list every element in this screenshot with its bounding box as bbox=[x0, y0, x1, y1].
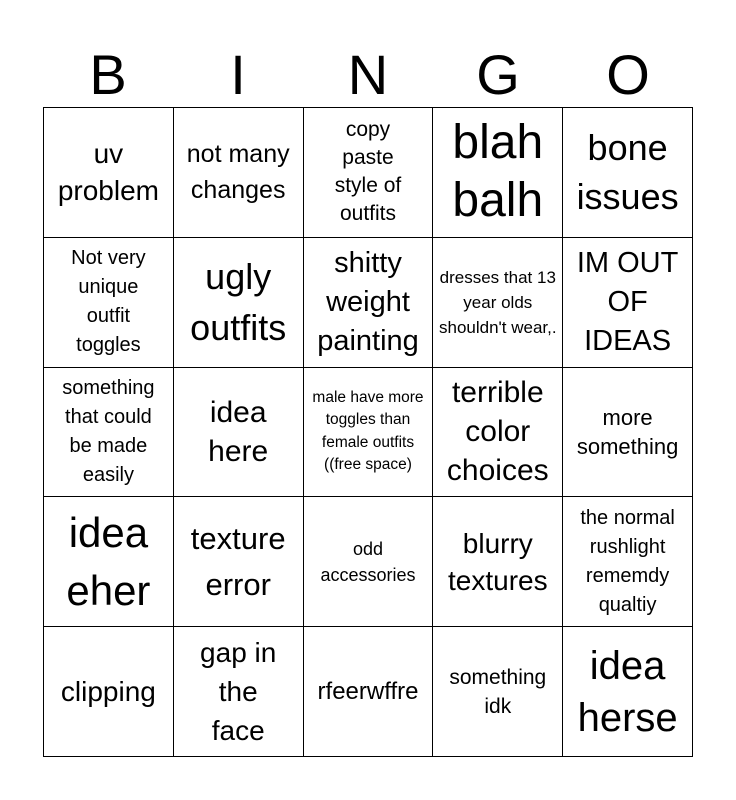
bingo-cell-2-4[interactable] bbox=[433, 238, 563, 368]
bingo-cell-2-5[interactable] bbox=[563, 238, 693, 368]
cell-text: blah balh bbox=[452, 116, 544, 228]
bingo-grid bbox=[43, 107, 693, 757]
bingo-cell-5-5[interactable] bbox=[563, 627, 693, 757]
cell-text: terrible color choices bbox=[446, 376, 549, 488]
cell-text: Not very unique outfit toggles bbox=[71, 247, 146, 357]
cell-text: idea herse bbox=[577, 643, 678, 740]
cell-text: something that could be made easily bbox=[62, 376, 155, 486]
bingo-cell-1-1[interactable] bbox=[44, 108, 174, 238]
bingo-cell-2-1[interactable] bbox=[44, 238, 174, 368]
bingo-cell-2-2[interactable] bbox=[174, 238, 304, 368]
bingo-cell-2-3[interactable] bbox=[304, 238, 434, 368]
cell-text: male have more toggles than female outfits ((free space) bbox=[312, 388, 424, 474]
header-letter-b: B bbox=[89, 43, 127, 106]
cell-text: clipping bbox=[60, 675, 156, 707]
cell-text: the normal rushlight rememdy qualtiy bbox=[580, 506, 675, 616]
cell-text: shitty weight painting bbox=[317, 246, 419, 357]
cell-text: uv problem bbox=[57, 138, 159, 207]
cell-text: idea eher bbox=[66, 508, 151, 614]
bingo-cell-5-3[interactable] bbox=[304, 627, 434, 757]
cell-text: not many changes bbox=[186, 140, 290, 205]
cell-text: copy paste style of outfits bbox=[334, 118, 402, 226]
cell-text: rfeerwffre bbox=[317, 677, 419, 705]
bingo-cell-3-2[interactable] bbox=[174, 368, 304, 498]
bingo-cell-1-5[interactable] bbox=[563, 108, 693, 238]
bingo-cell-5-1[interactable] bbox=[44, 627, 174, 757]
header-letter-i: I bbox=[230, 43, 246, 106]
cell-text: more something bbox=[576, 404, 679, 459]
cell-text: texture error bbox=[190, 520, 286, 602]
cell-text: something idk bbox=[449, 665, 547, 718]
bingo-cell-3-5[interactable] bbox=[563, 368, 693, 498]
cell-text: odd accessories bbox=[320, 538, 416, 585]
cell-text: dresses that 13 year olds shouldn't wear,. bbox=[438, 267, 557, 337]
cell-text: IM OUT OF IDEAS bbox=[576, 246, 679, 357]
bingo-cell-4-1[interactable] bbox=[44, 497, 174, 627]
header-letter-o: O bbox=[606, 43, 650, 106]
header-letter-n: N bbox=[347, 43, 389, 106]
bingo-cell-1-4[interactable] bbox=[433, 108, 563, 238]
cell-text: bone issues bbox=[576, 127, 679, 218]
bingo-cell-5-2[interactable] bbox=[174, 627, 304, 757]
bingo-cell-3-1[interactable] bbox=[44, 368, 174, 498]
bingo-cell-4-5[interactable] bbox=[563, 497, 693, 627]
bingo-cell-1-2[interactable] bbox=[174, 108, 304, 238]
cell-text: gap in the face bbox=[200, 637, 277, 747]
bingo-header bbox=[43, 40, 693, 110]
cell-text: blurry textures bbox=[447, 527, 548, 596]
bingo-cell-4-3[interactable] bbox=[304, 497, 434, 627]
bingo-cell-4-4[interactable] bbox=[433, 497, 563, 627]
cell-text: idea here bbox=[208, 395, 269, 468]
bingo-cell-3-4[interactable] bbox=[433, 368, 563, 498]
bingo-cell-1-3[interactable] bbox=[304, 108, 434, 238]
bingo-cell-3-3[interactable] bbox=[304, 368, 434, 498]
bingo-cell-4-2[interactable] bbox=[174, 497, 304, 627]
cell-text: ugly outfits bbox=[190, 256, 287, 349]
bingo-cell-5-4[interactable] bbox=[433, 627, 563, 757]
header-letter-g: G bbox=[476, 43, 520, 106]
